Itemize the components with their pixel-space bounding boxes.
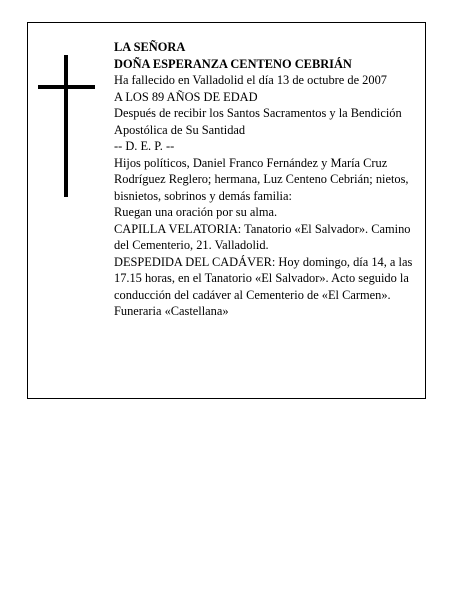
dep-line: -- D. E. P. -- [114,139,175,153]
farewell-line: DESPEDIDA DEL CADÁVER: Hoy domingo, día 14, a las 17.15 horas, en el Tanatorio «El Salvador». Acto seguido la conducción del cadáver al Cementerio de «El Carmen». [114,254,413,302]
deceased-name: DOÑA ESPERANZA CENTENO CEBRIÁN [114,56,352,71]
funeral-home-line: Funeraria «Castellana» [114,304,229,318]
prayer-line: Ruegan una oración por su alma. [114,205,278,219]
chapel-line: CAPILLA VELATORIA: Tanatorio «El Salvador». Camino del Cementerio, 21. Valladolid. [114,221,411,252]
age-line: A LOS 89 AÑOS DE EDAD [114,89,258,104]
obituary-text [114,39,424,320]
family-line: Hijos políticos, Daniel Franco Fernández y María Cruz Rodríguez Reglero; hermana, Luz Centeno Cebrián; nietos, bisnietos, sobrinos y demás familia: [114,155,409,203]
cross-horizontal-bar [38,85,95,89]
sacraments-line: Después de recibir los Santos Sacramentos y la Bendición Apostólica de Su Santidad [114,106,402,137]
notice-title: LA SEÑORA [114,40,186,54]
cross-vertical-bar [64,55,68,197]
death-line: Ha fallecido en Valladolid el día 13 de octubre de 2007 [114,73,387,87]
